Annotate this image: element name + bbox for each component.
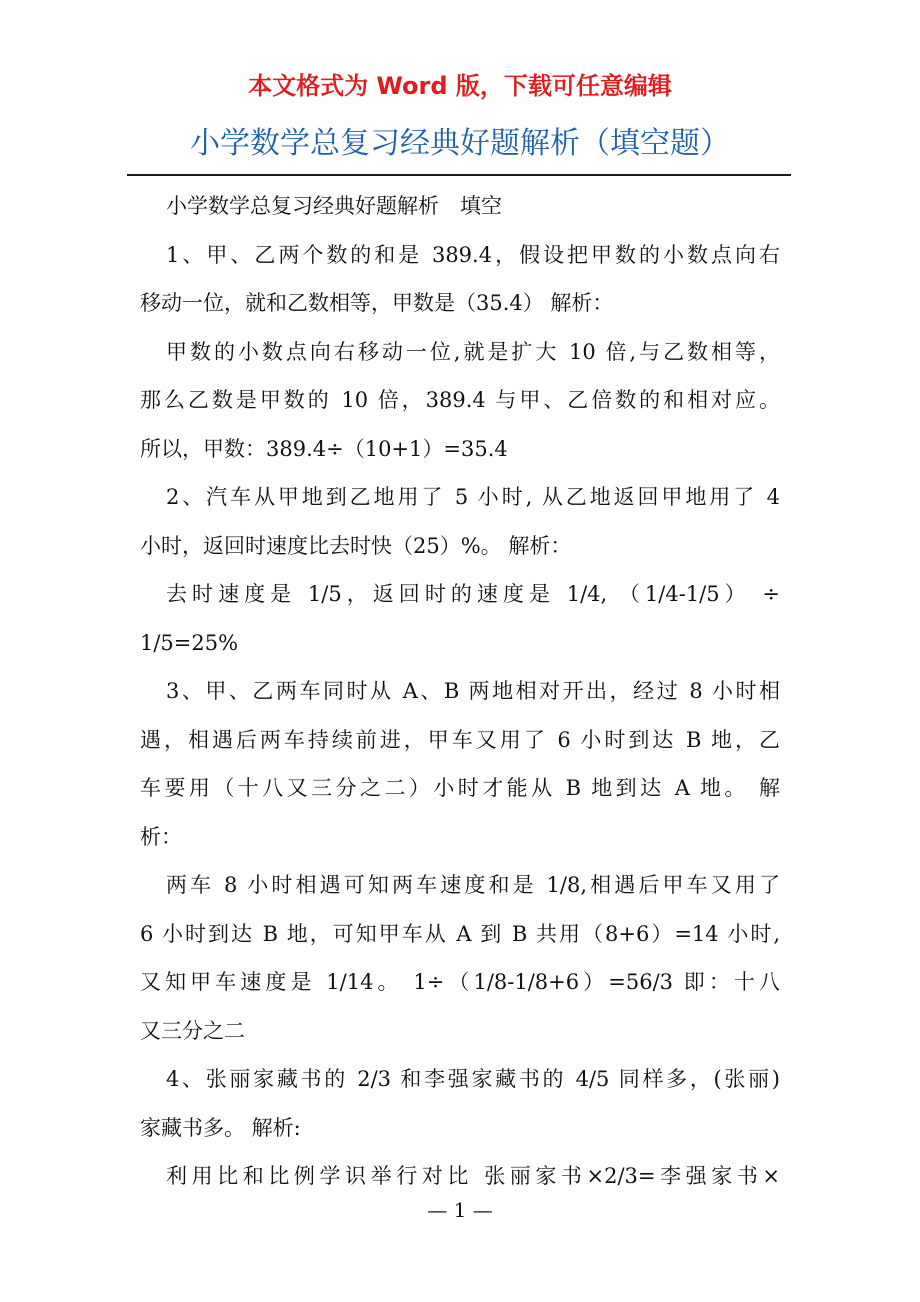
question-2-line-2: 小时，返回时速度比去时快（25）%。 解析：	[140, 533, 572, 558]
analysis-3-line-2: 6 小时到达 B 地，可知甲车从 A 到 B 共用（8+6）=14 小时,	[140, 921, 780, 946]
question-1-line-2: 移动一位，就和乙数相等，甲数是（35.4） 解析：	[140, 291, 614, 315]
analysis-3-line-1: 两车 8 小时相遇可知两车速度和是 1/8,相遇后甲车又用了	[166, 873, 780, 897]
analysis-1-line-3: 所以，甲数：389.4÷（10+1）=35.4	[140, 436, 508, 461]
question-2-line-1: 2、汽车从甲地到乙地用了 5 小时, 从乙地返回甲地用了 4	[166, 485, 780, 509]
question-1-line-1: 1、甲、乙两个数的和是 389.4，假设把甲数的小数点向右	[166, 242, 780, 267]
question-4-line-2: 家藏书多。 解析:	[140, 1115, 301, 1140]
analysis-3-line-4: 又三分之二	[140, 1018, 245, 1043]
question-3-line-3: 车要用（十八又三分之二）小时才能从 B 地到达 A 地。 解	[140, 776, 780, 800]
title-divider	[127, 174, 791, 176]
question-3-line-2: 遇，相遇后两车持续前进，甲车又用了 6 小时到达 B 地，乙	[140, 727, 780, 752]
analysis-2-line-2: 1/5=25%	[140, 630, 239, 655]
analysis-1-line-1: 甲数的小数点向右移动一位,就是扩大 10 倍,与乙数相等，	[166, 339, 780, 364]
question-4-line-1: 4、张丽家藏书的 2/3 和李强家藏书的 4/5 同样多，(张丽)	[166, 1067, 780, 1091]
subtitle-line: 小学数学总复习经典好题解析 填空	[166, 194, 502, 218]
question-3-line-1: 3、甲、乙两车同时从 A、B 两地相对开出，经过 8 小时相	[166, 679, 780, 703]
document-body	[140, 182, 780, 1201]
analysis-4-line-1: 利用比和比例学识举行对比 张丽家书×2/3=李强家书×	[166, 1164, 780, 1188]
analysis-2-line-1: 去时速度是 1/5，返回时的速度是 1/4, （1/4-1/5） ÷	[166, 582, 780, 606]
analysis-3-line-3: 又知甲车速度是 1/14。 1÷（1/8-1/8+6）=56/3 即：十八	[140, 970, 780, 994]
page-number: — 1 —	[427, 1198, 493, 1222]
format-notice-banner: 本文格式为 Word 版，下载可任意编辑	[248, 72, 672, 100]
analysis-1-line-2: 那么乙数是甲数的 10 倍，389.4 与甲、乙倍数的和相对应。	[140, 388, 780, 412]
document-title: 小学数学总复习经典好题解析（填空题）	[190, 126, 730, 161]
question-3-line-4: 析：	[140, 824, 182, 849]
